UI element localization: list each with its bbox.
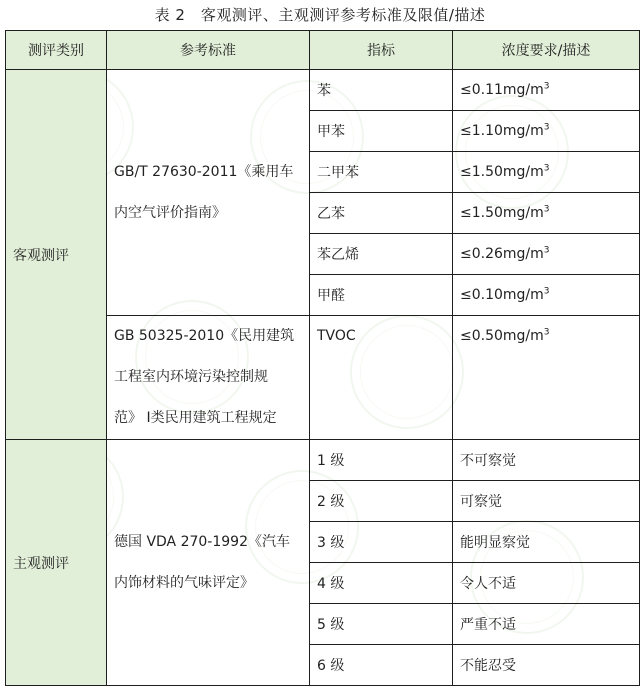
standard-line: 工程室内环境污染控制规: [114, 369, 268, 385]
requirement-cell: $\le 1.10mg/m^3$: [453, 111, 640, 152]
requirement-cell: $\le 0.50mg/m^3$: [453, 316, 640, 440]
standards-table: [5, 30, 640, 686]
indicator-cell: TVOC: [310, 316, 453, 440]
standard-line: GB 50325-2010《民用建筑: [114, 328, 295, 344]
requirement-cell: 令人不适: [453, 563, 640, 604]
requirement-cell: $\le 0.10mg/m^3$: [453, 275, 640, 316]
requirement-cell: $\le 1.50mg/m^3$: [453, 193, 640, 234]
indicator-cell: 甲醛: [310, 275, 453, 316]
table-title: 表 2 客观测评、主观测评参考标准及限值/描述: [154, 6, 486, 24]
indicator-cell: 苯: [310, 70, 453, 111]
standard-line: 内饰材料的气味评定》: [114, 574, 254, 591]
requirement-cell: $\le 0.26mg/m^3$: [453, 234, 640, 275]
requirement-cell: 不可察觉: [453, 440, 640, 481]
standard-gb50325: [107, 316, 310, 440]
indicator-cell: 1 级: [310, 440, 453, 481]
header-requirement: 浓度要求/描述: [453, 31, 640, 70]
standard-line: GB/T 27630-2011《乘用车: [114, 163, 294, 180]
requirement-cell: 严重不适: [453, 604, 640, 645]
standard-line: 范》 Ⅰ类民用建筑工程规定: [114, 410, 277, 426]
standard-line: 德国 VDA 270-1992《汽车: [114, 533, 290, 550]
category-subjective: 主观测评: [6, 440, 107, 686]
table-row: [6, 440, 640, 481]
indicator-cell: 2 级: [310, 481, 453, 522]
standard-line: 内空气评价指南》: [114, 204, 226, 221]
header-standard: 参考标准: [107, 31, 310, 70]
requirement-cell: 可察觉: [453, 481, 640, 522]
table-row: [6, 70, 640, 111]
indicator-cell: 5 级: [310, 604, 453, 645]
standard-gbt27630: [107, 70, 310, 316]
indicator-cell: 3 级: [310, 522, 453, 563]
indicator-cell: 4 级: [310, 563, 453, 604]
table-header-row: [6, 31, 640, 70]
requirement-cell: 不能忍受: [453, 645, 640, 686]
indicator-cell: 苯乙烯: [310, 234, 453, 275]
requirement-cell: $\le 0.11mg/m^3$: [453, 70, 640, 111]
category-objective: 客观测评: [6, 70, 107, 440]
header-indicator: 指标: [310, 31, 453, 70]
requirement-cell: $\le 1.50mg/m^3$: [453, 152, 640, 193]
requirement-cell: 能明显察觉: [453, 522, 640, 563]
indicator-cell: 甲苯: [310, 111, 453, 152]
indicator-cell: 6 级: [310, 645, 453, 686]
indicator-cell: 二甲苯: [310, 152, 453, 193]
indicator-cell: 乙苯: [310, 193, 453, 234]
standard-vda270: [107, 440, 310, 686]
header-category: 测评类别: [6, 31, 107, 70]
